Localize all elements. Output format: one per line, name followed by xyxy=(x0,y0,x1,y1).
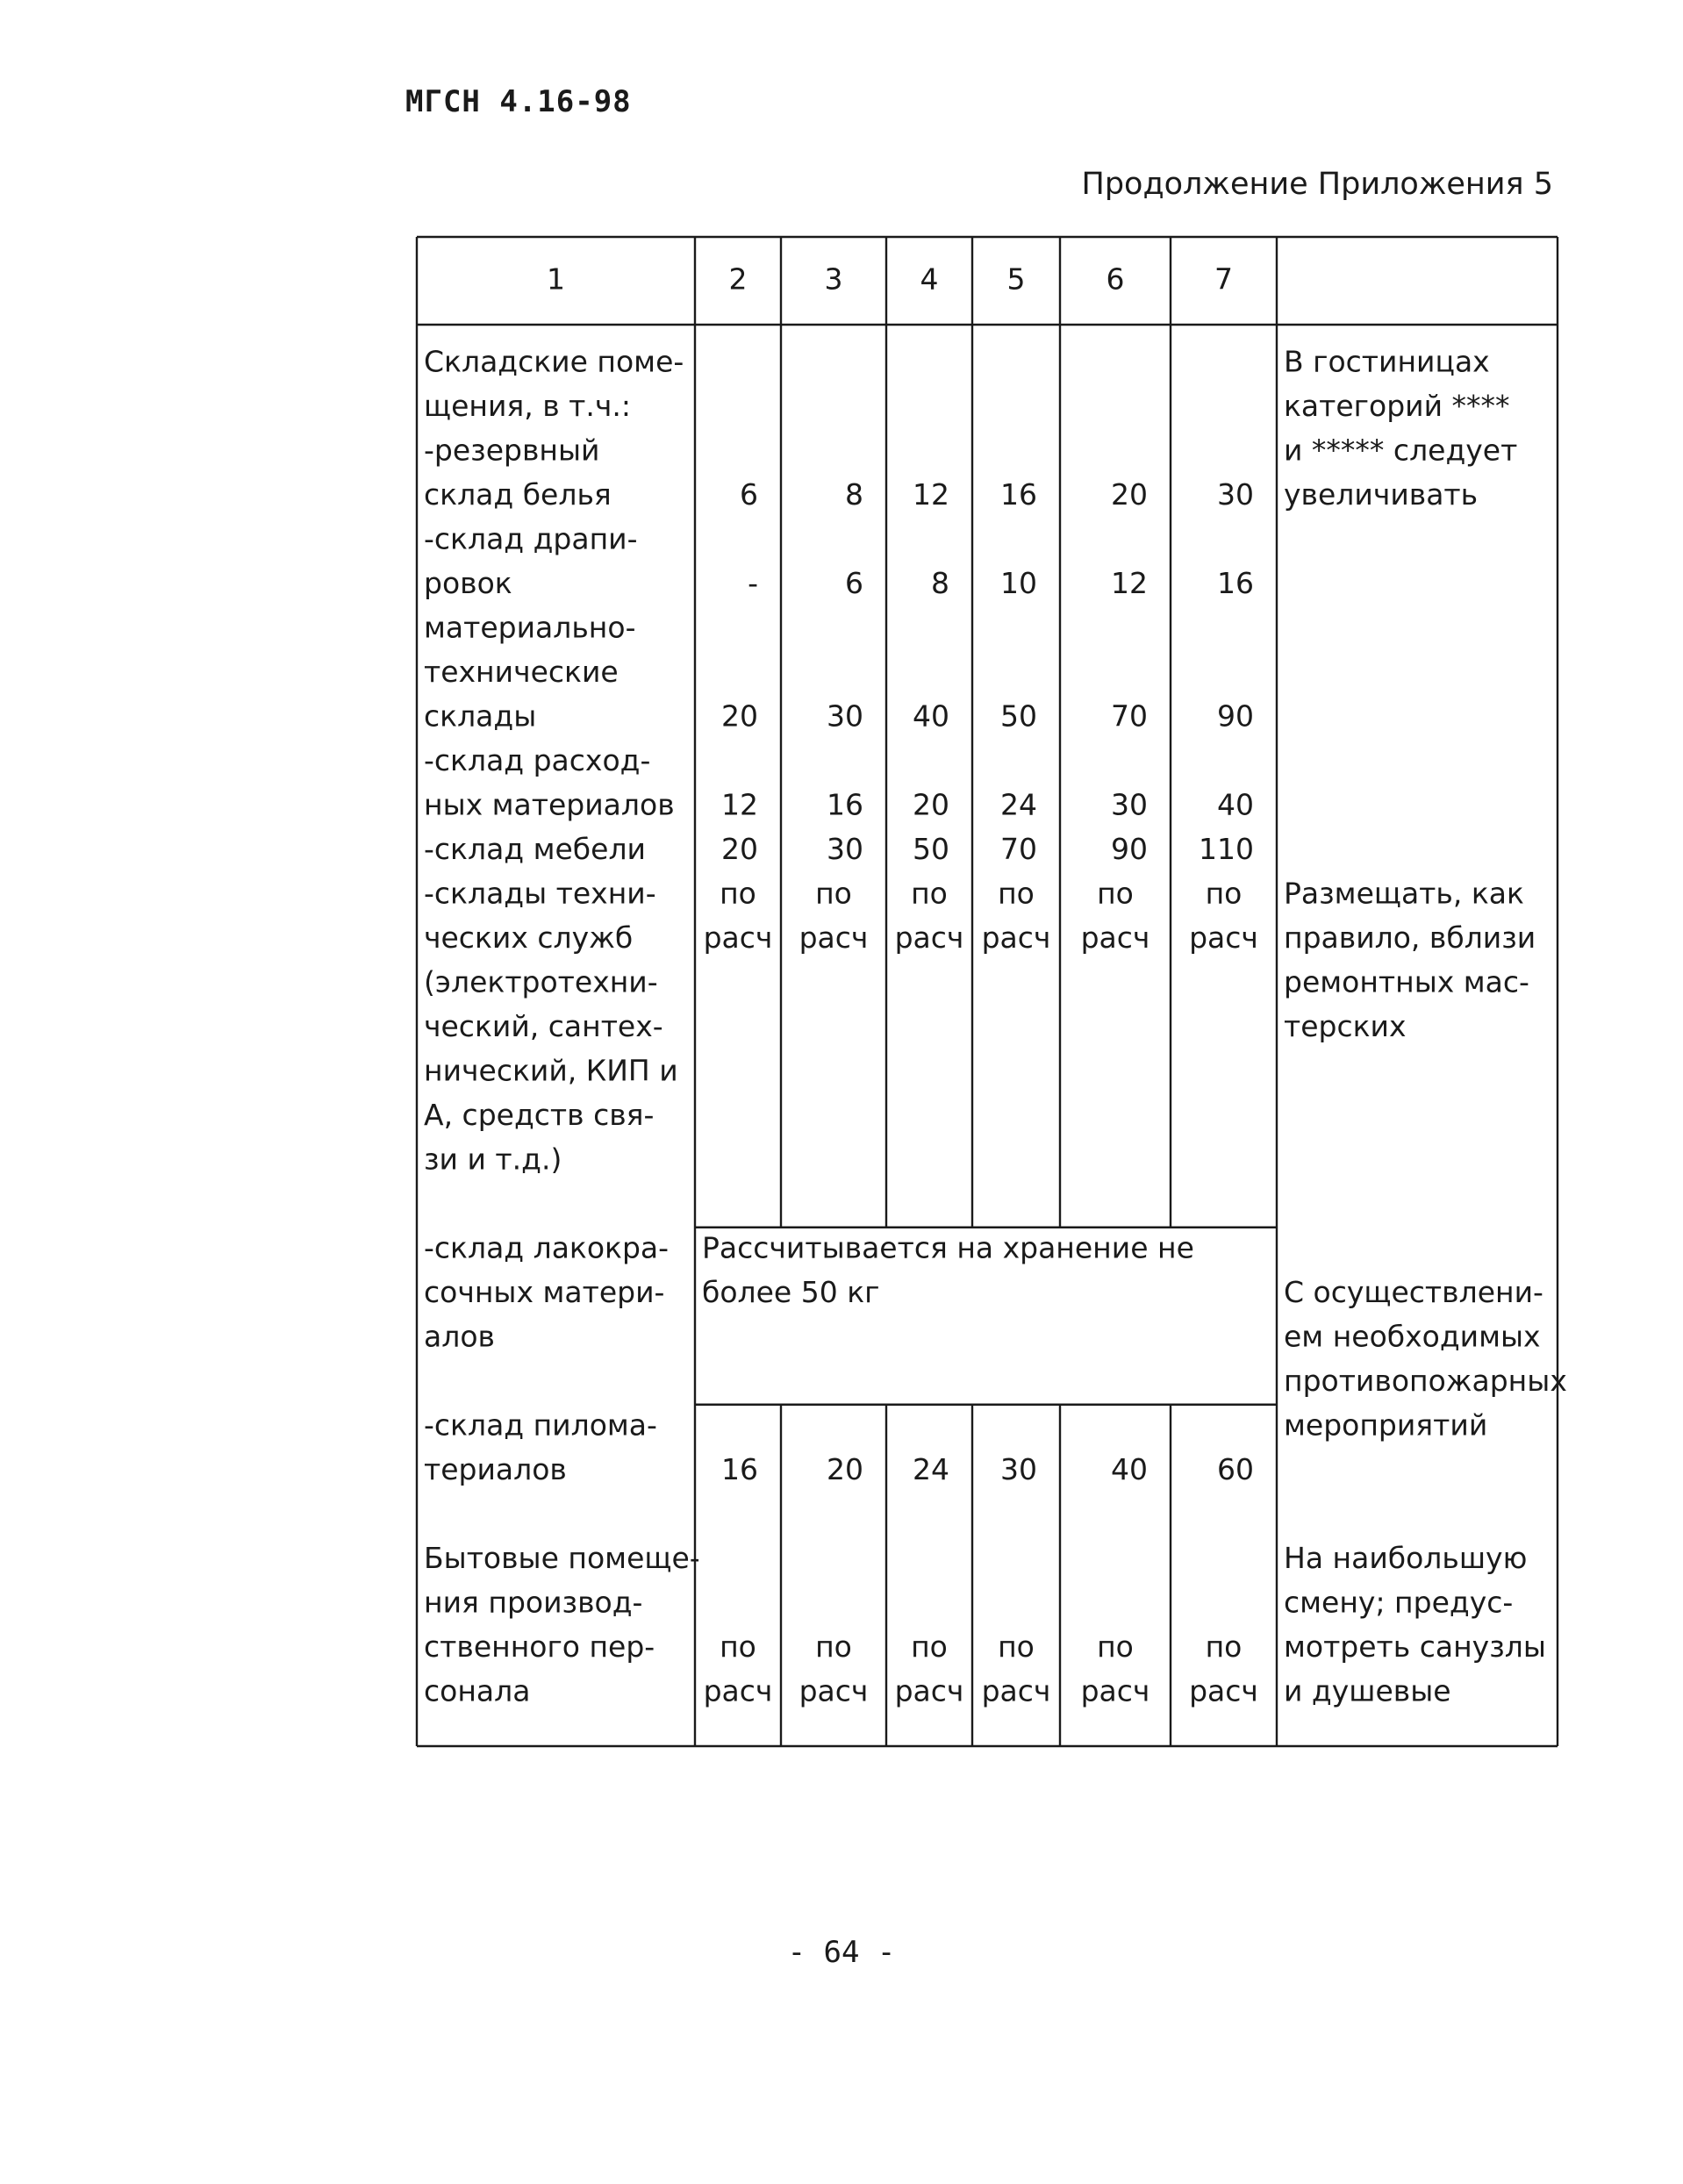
cell-value: 6 xyxy=(845,566,863,600)
row-label: зи и т.д.) xyxy=(424,1142,562,1177)
row-label: сочных матери- xyxy=(424,1275,665,1309)
row-label: Складские поме- xyxy=(424,344,684,379)
row-note: На наибольшую xyxy=(1284,1541,1528,1575)
cell-value: по xyxy=(815,1629,852,1664)
column-header-3: 3 xyxy=(824,261,843,297)
row-label: -склад мебели xyxy=(424,832,646,866)
row-note: мотреть санузлы xyxy=(1284,1629,1546,1664)
cell-value: 60 xyxy=(1217,1452,1254,1486)
cell-value: 10 xyxy=(1000,566,1037,600)
column-header-1: 1 xyxy=(547,261,565,297)
cell-value: 16 xyxy=(1217,566,1254,600)
row-label: -склад расход- xyxy=(424,743,651,777)
row-note: смену; предус- xyxy=(1284,1585,1514,1620)
cell-value: расч xyxy=(1189,1673,1258,1708)
cell-value: расч xyxy=(1080,1673,1150,1708)
cell-value: 12 xyxy=(721,787,758,822)
cell-value: 20 xyxy=(721,698,758,734)
cell-value: по xyxy=(815,876,852,911)
cell-value: 24 xyxy=(1000,787,1037,822)
row-label: А, средств свя- xyxy=(424,1098,655,1132)
cell-value: расч xyxy=(1189,920,1258,955)
cell-value: 110 xyxy=(1199,832,1254,866)
cell-value: - xyxy=(748,566,758,600)
row-note: В гостиницах xyxy=(1284,344,1490,379)
row-label: -склад пилома- xyxy=(424,1407,657,1443)
row-note: правило, вблизи xyxy=(1284,920,1536,955)
row-note: и душевые xyxy=(1284,1673,1451,1708)
cell-value: расч xyxy=(799,1673,869,1708)
cell-value: расч xyxy=(703,920,773,955)
cell-value: расч xyxy=(981,1673,1051,1708)
row-label: нический, КИП и xyxy=(424,1053,678,1088)
cell-value: по xyxy=(998,1629,1035,1664)
row-label: ных материалов xyxy=(424,787,675,822)
cell-value: по xyxy=(1097,1629,1134,1664)
cell-value: 16 xyxy=(1000,477,1037,512)
cell-value: расч xyxy=(1080,920,1150,955)
row-label: ровок xyxy=(424,566,512,600)
row-label: ческих служб xyxy=(424,920,634,955)
row-note: Размещать, как xyxy=(1284,876,1524,911)
cell-value: 30 xyxy=(827,698,863,734)
row-note: терских xyxy=(1284,1009,1407,1043)
cell-value: 30 xyxy=(1111,787,1148,822)
row-note: ремонтных мас- xyxy=(1284,964,1529,999)
column-header-2: 2 xyxy=(728,261,748,297)
cell-value: расч xyxy=(799,920,869,955)
cell-value: расч xyxy=(894,1673,964,1708)
page-number: - 64 - xyxy=(787,1935,896,1970)
row-note: мероприятий xyxy=(1284,1407,1488,1443)
cell-value: 6 xyxy=(740,477,758,512)
cell-value: 20 xyxy=(721,832,758,866)
cell-value: 30 xyxy=(1217,477,1254,512)
cell-value: 30 xyxy=(1000,1452,1037,1486)
row-label: склады xyxy=(424,698,537,734)
cell-value: по xyxy=(1097,876,1134,911)
cell-value: 8 xyxy=(845,477,863,512)
row-label: склад белья xyxy=(424,477,612,512)
cell-value: расч xyxy=(981,920,1051,955)
row-label: ческий, сантех- xyxy=(424,1009,663,1043)
row-label: (электротехни- xyxy=(424,964,658,999)
cell-value: 50 xyxy=(1000,698,1037,734)
row-note: категорий **** xyxy=(1284,389,1510,423)
row-note: увеличивать xyxy=(1284,477,1479,512)
cell-value: 16 xyxy=(721,1452,758,1486)
document-code: МГСН 4.16-98 xyxy=(405,84,632,119)
row-label: -склад лакокра- xyxy=(424,1230,670,1265)
column-header-5: 5 xyxy=(1006,261,1026,297)
row-note: и ***** следует xyxy=(1284,433,1518,468)
row-label: териалов xyxy=(424,1452,567,1486)
row-label: алов xyxy=(424,1319,495,1354)
row-label: Бытовые помеще- xyxy=(424,1541,700,1575)
cell-value: 16 xyxy=(827,787,863,822)
row-label: -склад драпи- xyxy=(424,521,638,556)
row-label: -резервный xyxy=(424,433,600,468)
merged-span-text: более 50 кг xyxy=(702,1275,880,1309)
row-note: С осуществлени- xyxy=(1284,1275,1543,1309)
cell-value: по xyxy=(720,1629,756,1664)
column-header-4: 4 xyxy=(920,261,939,297)
row-label: сонала xyxy=(424,1673,531,1708)
row-label: ния производ- xyxy=(424,1585,643,1620)
cell-value: 70 xyxy=(1111,698,1148,734)
cell-value: 90 xyxy=(1111,832,1148,866)
cell-value: 8 xyxy=(931,566,949,600)
cell-value: 24 xyxy=(913,1452,949,1486)
cell-value: расч xyxy=(703,1673,773,1708)
cell-value: 12 xyxy=(913,477,949,512)
cell-value: 30 xyxy=(827,832,863,866)
cell-value: 20 xyxy=(913,787,949,822)
row-note: ем необходимых xyxy=(1284,1319,1541,1354)
row-label: материально- xyxy=(424,610,636,645)
cell-value: 90 xyxy=(1217,698,1254,734)
row-label: -склады техни- xyxy=(424,876,656,911)
cell-value: 40 xyxy=(913,698,949,734)
column-header-6: 6 xyxy=(1106,261,1125,297)
cell-value: по xyxy=(911,1629,948,1664)
continuation-caption: Продолжение Приложения 5 xyxy=(1081,167,1553,202)
cell-value: 40 xyxy=(1217,787,1254,822)
cell-value: по xyxy=(720,876,756,911)
cell-value: расч xyxy=(894,920,964,955)
cell-value: 50 xyxy=(913,832,949,866)
cell-value: по xyxy=(998,876,1035,911)
row-label: ственного пер- xyxy=(424,1629,655,1664)
cell-value: по xyxy=(1205,876,1243,911)
row-note: противопожарных xyxy=(1284,1364,1567,1398)
cell-value: по xyxy=(911,876,948,911)
cell-value: по xyxy=(1205,1629,1243,1664)
column-header-7: 7 xyxy=(1214,261,1233,297)
merged-span-text: Рассчитывается на хранение не xyxy=(702,1230,1194,1265)
row-label: щения, в т.ч.: xyxy=(424,389,631,423)
cell-value: 40 xyxy=(1111,1452,1148,1486)
cell-value: 20 xyxy=(1111,477,1148,512)
row-label: технические xyxy=(424,655,619,689)
cell-value: 20 xyxy=(827,1452,863,1486)
cell-value: 12 xyxy=(1111,566,1148,600)
cell-value: 70 xyxy=(1000,832,1037,866)
